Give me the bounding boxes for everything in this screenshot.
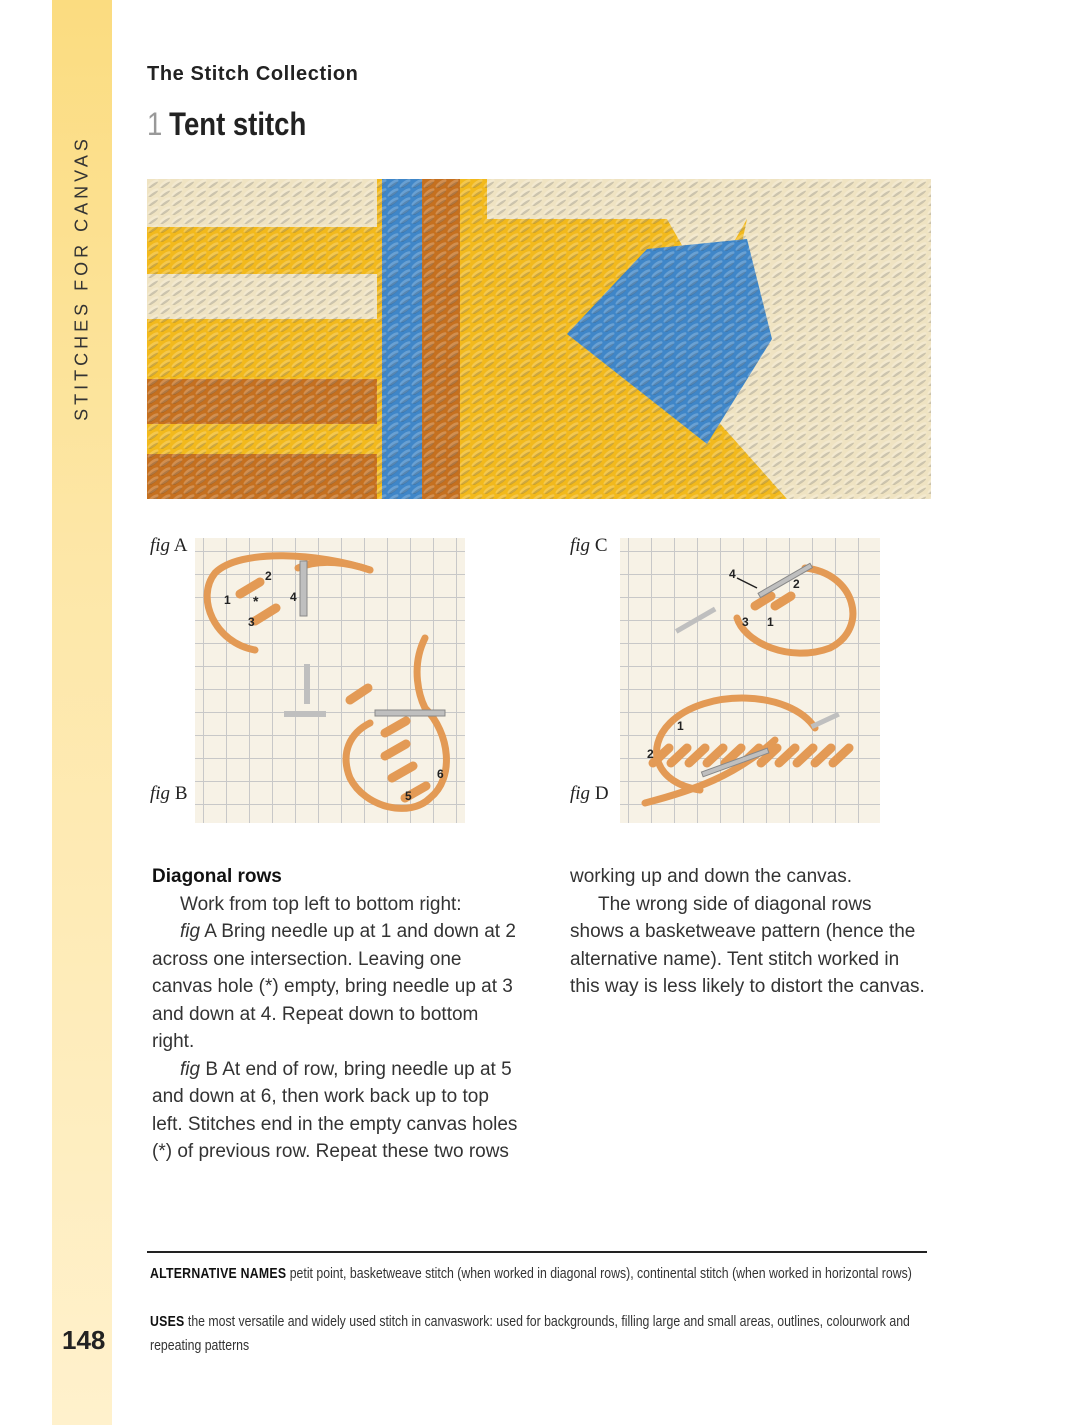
point-4: 4: [729, 567, 736, 581]
section-title: The Stitch Collection: [147, 63, 359, 85]
point-6: 6: [437, 767, 444, 781]
fig-a-label: fig A: [150, 535, 188, 556]
point-1: 1: [767, 615, 774, 629]
needle-icon: [304, 664, 310, 704]
needle-icon: [284, 711, 326, 717]
alternative-names: ALTERNATIVE NAMES petit point, basketweave stitch (when worked in diagonal rows), continental stitch (when worked in horizontal rows): [150, 1265, 912, 1282]
fig-a-paragraph: fig A Bring needle up at 1 and down at 2 across one intersection. Leaving one canvas hole (*) empty, bring needle up at 3 and down at 4. Repeat down to bottom right.: [152, 921, 516, 1052]
body-column-1: [152, 863, 522, 1166]
point-2: 2: [265, 569, 272, 583]
fig-b-paragraph: fig B At end of row, bring needle up at 5 and down at 6, then work back up to top left. Stitches end in the empty canvas holes (*) of previous row. Repeat these two rows: [152, 1058, 518, 1162]
point-1: 1: [677, 719, 684, 733]
subheading: Diagonal rows: [152, 866, 282, 887]
body-column-2: [570, 863, 930, 1001]
intro-paragraph: Work from top left to bottom right:: [180, 893, 462, 915]
continued-paragraph: working up and down the canvas.: [570, 866, 853, 887]
fig-c-label: fig C: [570, 535, 608, 556]
page-title: [147, 106, 306, 143]
sidebar-label: STITCHES FOR CANVAS: [71, 135, 92, 421]
stitch-number: 1: [147, 106, 163, 142]
fig-d-label: fig D: [570, 783, 609, 804]
stitch-name: Tent stitch: [169, 106, 307, 142]
diagram-fig-c-d: [605, 528, 885, 828]
fig-b-label: fig B: [150, 783, 188, 804]
stitch-sample-photo: [147, 179, 931, 499]
needle-icon: [375, 710, 445, 716]
footer-rule: [147, 1251, 927, 1253]
point-2: 2: [793, 577, 800, 591]
diagram-fig-a-b: [180, 528, 470, 828]
needle-icon: [300, 561, 307, 616]
point-3: 3: [742, 615, 749, 629]
point-4: 4: [290, 590, 297, 604]
point-2: 2: [647, 747, 654, 761]
page-number: 148: [62, 1325, 106, 1355]
point-5: 5: [405, 789, 412, 803]
point-3: 3: [248, 615, 255, 629]
wrong-side-paragraph: The wrong side of diagonal rows shows a basketweave pattern (hence the alternative name). Tent stitch worked in this way is less likely to distort the canvas.: [570, 893, 925, 997]
point-1: 1: [224, 593, 231, 607]
empty-hole-star: *: [253, 593, 259, 609]
uses: USES the most versatile and widely used stitch in canvaswork: used for backgrounds, filling large and small areas, outlines, colourwork and repeating patterns: [150, 1313, 910, 1354]
